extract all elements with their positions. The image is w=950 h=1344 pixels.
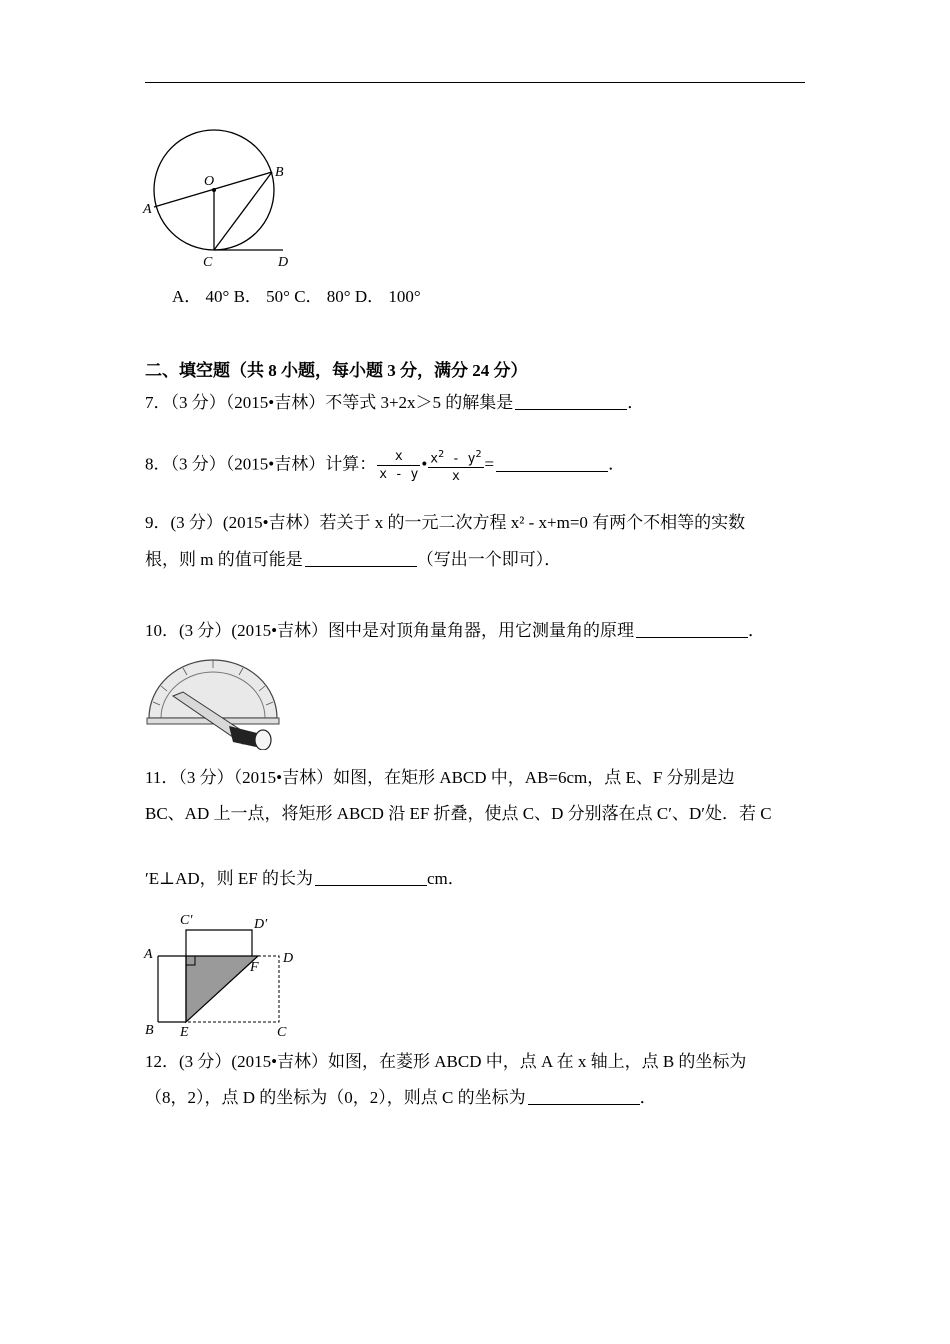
q8-dot: • <box>421 454 428 474</box>
section-title: 二、填空题（共 8 小题，每小题 3 分，满分 24 分） <box>145 361 528 380</box>
q8-prefix: 8．（3 分）（2015•吉林）计算： <box>145 454 377 474</box>
question-11-line-3 <box>145 868 465 890</box>
q12-line-1: 12．(3 分）(2015•吉林）如图，在菱形 ABCD 中，点 A 在 x 轴上，点 B 的坐标为 <box>145 1052 747 1071</box>
question-7 <box>145 392 644 414</box>
q12-end: ． <box>639 1088 657 1107</box>
q11-answer-blank <box>315 869 427 886</box>
label-f: F <box>250 960 259 975</box>
q9-line-1: 9．(3 分）(2015•吉林）若关于 x 的一元二次方程 x² - x+m=0 有两个不相等的实数 <box>145 513 746 532</box>
q8-fraction-2 <box>428 446 483 485</box>
q8-frac2-numerator: $x^2 - y^2$ <box>428 446 483 468</box>
q7-end: ． <box>627 393 645 412</box>
label-a: A <box>144 947 153 962</box>
label-a: A <box>143 202 152 217</box>
label-c-prime: C′ <box>180 913 193 928</box>
label-o: O <box>204 174 215 189</box>
question-8 <box>145 446 625 485</box>
q9-line-2-end: （写出一个即可）． <box>416 550 562 569</box>
q7-answer-blank <box>515 393 627 410</box>
q6-options: A． 40° B． 50° C． 80° D． 100° <box>172 287 421 306</box>
header-rule <box>145 82 805 83</box>
chord-bc <box>214 172 272 250</box>
q11-line-3-text: ′E⊥AD，则 EF 的长为 <box>145 869 313 888</box>
q8-frac2-denominator: x <box>451 469 460 485</box>
q10-answer-blank <box>636 621 748 638</box>
q12-line-2-text: （8，2），点 D 的坐标为（0，2），则点 C 的坐标为 <box>145 1088 526 1107</box>
q9-line-2-text: 根，则 m 的值可能是 <box>145 550 303 569</box>
label-c: C <box>203 255 213 270</box>
q10-end: ． <box>748 621 766 640</box>
label-d: D <box>278 255 289 270</box>
protractor-arc <box>149 660 277 718</box>
label-b: B <box>275 165 284 180</box>
question-12-line-2 <box>145 1087 657 1109</box>
label-d: D <box>283 951 294 966</box>
label-b: B <box>145 1023 154 1038</box>
label-d-prime: D′ <box>254 917 268 932</box>
q12-answer-blank <box>528 1088 640 1105</box>
question-10 <box>145 620 765 642</box>
q11-line-1: 11．（3 分）（2015•吉林）如图，在矩形 ABCD 中，AB=6cm，点 E、F 分别是边 <box>145 768 735 787</box>
pivot-ring <box>255 730 271 750</box>
folded-triangle <box>186 956 258 1022</box>
q11-line-3-end: cm． <box>426 869 465 888</box>
q8-frac1-denominator: x - y <box>379 467 419 483</box>
q8-end: ． <box>608 454 626 474</box>
q10-protractor-figure <box>143 656 283 750</box>
q7-text: 7．（3 分）（2015•吉林）不等式 3+2x＞5 的解集是 <box>145 393 514 412</box>
q8-fraction-1 <box>377 448 420 483</box>
label-e: E <box>180 1025 189 1038</box>
q11-line-2: BC、AD 上一点，将矩形 ABCD 沿 EF 折叠，使点 C、D 分别落在点 C′、D′处．若 C <box>145 804 772 823</box>
q8-answer-blank <box>496 455 608 472</box>
q6-circle-figure <box>140 120 300 275</box>
q9-answer-blank <box>305 550 417 567</box>
question-9-line-2 <box>145 549 561 571</box>
label-c: C <box>277 1025 287 1038</box>
q8-equals: = <box>484 454 495 474</box>
q11-rectangle-figure <box>140 908 305 1038</box>
q8-frac1-numerator: x <box>377 448 420 466</box>
q10-text: 10．(3 分）(2015•吉林）图中是对顶角量角器，用它测量角的原理 <box>145 621 635 640</box>
